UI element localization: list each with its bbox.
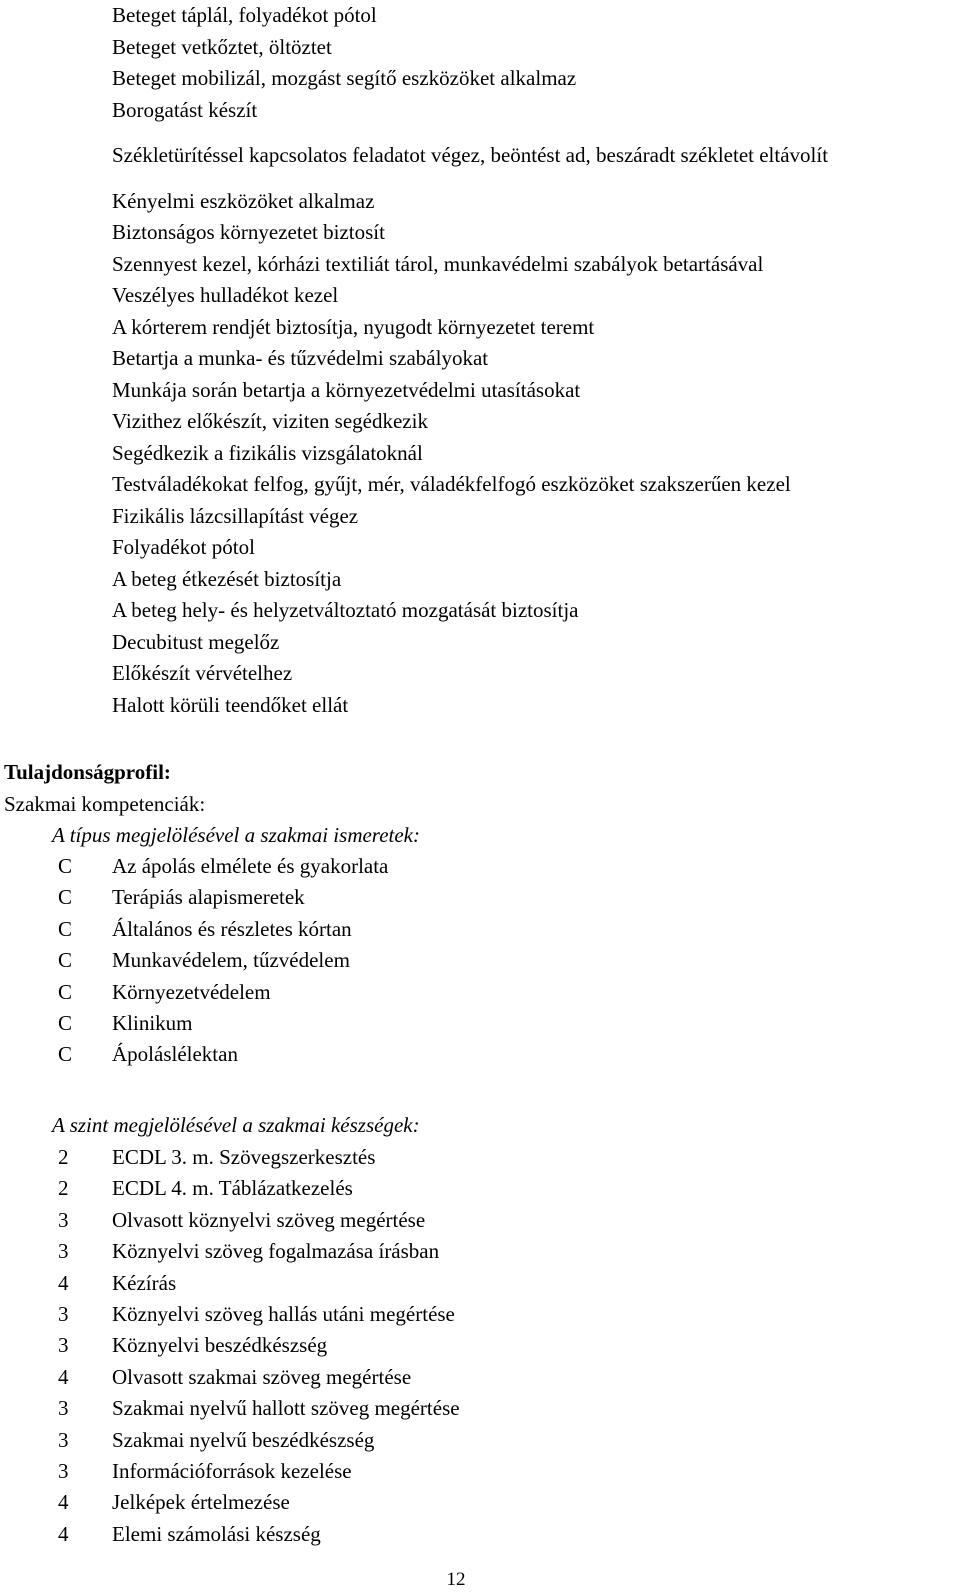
level-code: 4 [58, 1490, 69, 1515]
skill-row [0, 1142, 960, 1173]
task-item: A beteg hely- és helyzetváltoztató mozgatását biztosítja [112, 598, 579, 622]
task-item: Segédkezik a fizikális vizsgálatoknál [112, 440, 423, 465]
task-item: Betartja a munka- és tűzvédelmi szabályokat [112, 346, 489, 370]
page-number: 12 [446, 1569, 466, 1590]
knowledge-label: Terápiás alapismeretek [112, 885, 305, 910]
knowledge-label: Ápoláslélektan [112, 1042, 238, 1067]
type-code: C [58, 948, 73, 973]
task-item: Folyadékot pótol [112, 535, 255, 559]
task-item: Borogatást készít [112, 97, 258, 122]
skill-label: Elemi számolási készség [112, 1521, 321, 1546]
task-item: Veszélyes hulladékot kezel [112, 283, 339, 307]
skills-list [0, 1142, 960, 1550]
task-item: Beteget vetkőztet, öltöztet [112, 34, 332, 59]
skill-label: Olvasott szakmai szöveg megértése [112, 1364, 412, 1389]
task-item: Testváladékokat felfog, gyűjt, mér, váladékfelfogó eszközöket szakszerűen kezel [112, 472, 791, 496]
profile-heading: Tulajdonságprofil: [4, 760, 171, 784]
task-item: Munkája során betartja a környezetvédelmi utasításokat [112, 377, 581, 402]
skill-row [0, 1487, 960, 1518]
knowledge-label: Klinikum [112, 1010, 193, 1035]
task-item: Székletürítéssel kapcsolatos feladatot végez, beöntést ad, beszáradt székletet eltávolít [112, 143, 829, 167]
competencies-label: Szakmai kompetenciák: [4, 792, 206, 816]
skill-label: Köznyelvi szöveg fogalmazása írásban [112, 1239, 440, 1264]
skill-row [0, 1456, 960, 1487]
knowledge-label: Az ápolás elmélete és gyakorlata [112, 854, 389, 878]
type-code: C [58, 1010, 73, 1035]
type-code: C [58, 916, 73, 941]
task-item: Decubitust megelőz [112, 629, 280, 654]
skill-row [0, 1362, 960, 1393]
skill-row [0, 1393, 960, 1424]
knowledge-heading: A típus megjelölésével a szakmai ismeretek: [52, 823, 420, 847]
skill-row [0, 1330, 960, 1361]
skill-label: Információforrások kezelése [112, 1458, 352, 1483]
knowledge-row [0, 851, 960, 882]
knowledge-label: Környezetvédelem [112, 979, 271, 1004]
task-item: Kényelmi eszközöket alkalmaz [112, 188, 375, 213]
level-code: 3 [58, 1458, 69, 1483]
level-code: 3 [58, 1427, 69, 1452]
level-code: 3 [58, 1239, 69, 1264]
task-item: Szennyest kezel, kórházi textiliát tárol, munkavédelmi szabályok betartásával [112, 251, 764, 276]
skill-label: ECDL 4. m. Táblázatkezelés [112, 1176, 353, 1201]
type-code: C [58, 1042, 73, 1067]
knowledge-row [0, 1008, 960, 1039]
level-code: 2 [58, 1176, 69, 1201]
skill-label: ECDL 3. m. Szövegszerkesztés [112, 1145, 376, 1169]
level-code: 4 [58, 1364, 69, 1389]
knowledge-row [0, 1039, 960, 1070]
type-code: C [58, 885, 73, 910]
level-code: 3 [58, 1301, 69, 1326]
task-item: Vizithez előkészít, viziten segédkezik [112, 409, 428, 433]
skill-label: Jelképek értelmezése [112, 1490, 290, 1515]
skill-row [0, 1299, 960, 1330]
knowledge-list [0, 851, 960, 1071]
level-code: 4 [58, 1270, 69, 1295]
task-item: Beteget táplál, folyadékot pótol [112, 3, 377, 27]
skills-heading: A szint megjelölésével a szakmai készségek: [52, 1113, 420, 1137]
level-code: 4 [58, 1521, 69, 1546]
skill-label: Olvasott köznyelvi szöveg megértése [112, 1207, 426, 1232]
task-item: Biztonságos környezetet biztosít [112, 220, 385, 244]
knowledge-label: Munkavédelem, tűzvédelem [112, 948, 350, 973]
knowledge-row [0, 977, 960, 1008]
skill-row [0, 1425, 960, 1456]
knowledge-row [0, 882, 960, 913]
skill-label: Szakmai nyelvű hallott szöveg megértése [112, 1396, 460, 1421]
task-item: Beteget mobilizál, mozgást segítő eszközöket alkalmaz [112, 66, 577, 90]
task-item: A kórterem rendjét biztosítja, nyugodt környezetet teremt [112, 314, 595, 339]
skill-label: Köznyelvi beszédkészség [112, 1333, 328, 1358]
level-code: 3 [58, 1333, 69, 1358]
task-item: Előkészít vérvételhez [112, 661, 293, 685]
level-code: 3 [58, 1396, 69, 1421]
task-item: A beteg étkezését biztosítja [112, 566, 342, 591]
task-item: Halott körüli teendőket ellát [112, 692, 349, 717]
task-list [112, 0, 952, 721]
level-code: 3 [58, 1207, 69, 1232]
skill-label: Köznyelvi szöveg hallás utáni megértése [112, 1301, 455, 1326]
level-code: 2 [58, 1145, 69, 1169]
task-item: Fizikális lázcsillapítást végez [112, 503, 359, 528]
knowledge-label: Általános és részletes kórtan [112, 916, 352, 941]
type-code: C [58, 854, 73, 878]
knowledge-row [0, 914, 960, 945]
skill-row [0, 1519, 960, 1550]
skill-label: Kézírás [112, 1270, 177, 1295]
skill-row [0, 1205, 960, 1236]
skill-row [0, 1173, 960, 1204]
knowledge-row [0, 945, 960, 976]
skill-label: Szakmai nyelvű beszédkészség [112, 1427, 375, 1452]
type-code: C [58, 979, 73, 1004]
skill-row [0, 1236, 960, 1267]
skill-row [0, 1268, 960, 1299]
